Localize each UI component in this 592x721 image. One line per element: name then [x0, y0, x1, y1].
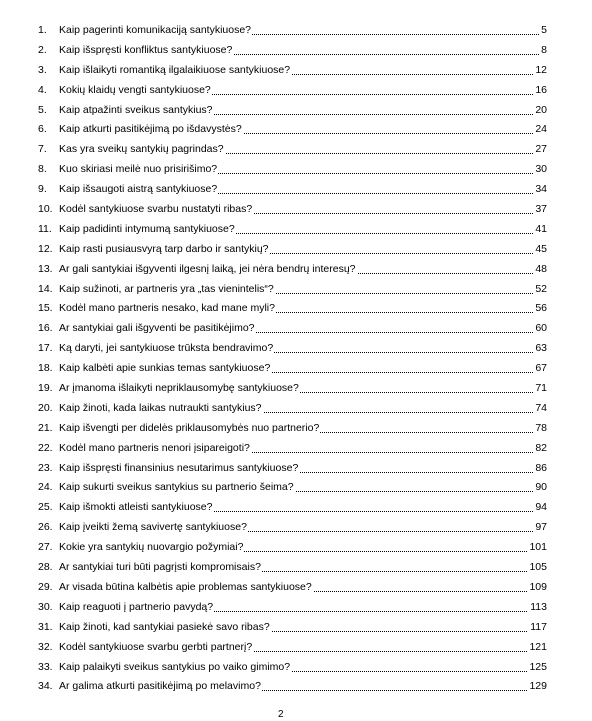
toc-entry-number: 29.: [38, 580, 53, 593]
toc-entry-number: 27.: [38, 541, 53, 554]
toc-entry-page: 71: [533, 379, 547, 399]
toc-entry: [0, 101, 592, 121]
toc-entry-title: Kodėl mano partneris nesako, kad mane myli?: [59, 299, 276, 319]
toc-entry-title: Ką daryti, jei santykiuose trūksta bendravimo?: [59, 339, 274, 359]
toc-entry-title: Kaip išvengti per didelės priklausomybės nuo partnerio?: [59, 419, 320, 439]
toc-entry-number: 15.: [38, 302, 53, 315]
toc-entry-page: 34: [533, 180, 547, 200]
toc-entry-page: 74: [533, 399, 547, 419]
toc-entry-number: 9.: [38, 183, 47, 196]
toc-entry-number: 32.: [38, 640, 53, 653]
toc-entry-title: Kaip sužinoti, ar partneris yra „tas vienintelis“?: [59, 280, 275, 300]
toc-entry-page: 8: [539, 41, 547, 61]
toc-entry-number: 30.: [38, 600, 53, 613]
toc-entry-page: 60: [533, 319, 547, 339]
toc-entry-title: Kaip sukurti sveikus santykius su partnerio šeima?: [59, 478, 295, 498]
toc-entry-number: 7.: [38, 143, 47, 156]
toc-entry: [0, 61, 592, 81]
toc-entry-title: Kaip palaikyti sveikus santykius po vaiko gimimo?: [59, 658, 291, 678]
toc-entry-number: 21.: [38, 421, 53, 434]
toc-entry-page: 52: [533, 280, 547, 300]
toc-entry: [0, 538, 592, 558]
toc-entry-number: 3.: [38, 63, 47, 76]
toc-entry-number: 20.: [38, 401, 53, 414]
toc-entry-title: Kaip išsaugoti aistrą santykiuose?: [59, 180, 218, 200]
toc-entry-title: Ar santykiai gali išgyventi be pasitikėjimo?: [59, 319, 256, 339]
table-of-contents: [0, 21, 592, 697]
toc-entry-title: Ar įmanoma išlaikyti nepriklausomybę santykiuose?: [59, 379, 300, 399]
toc-entry-number: 24.: [38, 481, 53, 494]
toc-entry-title: Kokių klaidų vengti santykiuose?: [59, 81, 212, 101]
toc-entry-title: Kaip išmokti atleisti santykiuose?: [59, 498, 214, 518]
toc-entry-title: Kodėl santykiuose svarbu nustatyti ribas?: [59, 200, 253, 220]
toc-entry: [0, 41, 592, 61]
toc-entry-number: 23.: [38, 461, 53, 474]
toc-entry: [0, 140, 592, 160]
toc-entry-number: 12.: [38, 242, 53, 255]
toc-entry-page: 24: [533, 120, 547, 140]
toc-entry: [0, 459, 592, 479]
toc-entry-page: 105: [527, 558, 547, 578]
toc-entry-page: 56: [533, 299, 547, 319]
toc-entry-page: 12: [533, 61, 547, 81]
toc-entry-number: 8.: [38, 163, 47, 176]
toc-entry-number: 5.: [38, 103, 47, 116]
toc-entry: [0, 260, 592, 280]
toc-entry: [0, 439, 592, 459]
toc-entry-page: 97: [533, 518, 547, 538]
toc-entry: [0, 299, 592, 319]
toc-entry-number: 28.: [38, 561, 53, 574]
toc-entry-number: 4.: [38, 83, 47, 96]
toc-entry-title: Kaip atkurti pasitikėjimą po išdavystės?: [59, 120, 243, 140]
toc-entry-page: 90: [533, 478, 547, 498]
toc-entry-page: 78: [533, 419, 547, 439]
toc-entry-title: Kaip pagerinti komunikaciją santykiuose?: [59, 21, 252, 41]
toc-entry-number: 33.: [38, 660, 53, 673]
toc-entry: [0, 81, 592, 101]
toc-entry-title: Kaip kalbėti apie sunkias temas santykiuose?: [59, 359, 271, 379]
toc-entry: [0, 498, 592, 518]
toc-entry-title: Ar gali santykiai išgyventi ilgesnį laiką, jei nėra bendrų interesų?: [59, 260, 357, 280]
toc-entry-title: Kaip padidinti intymumą santykiuose?: [59, 220, 236, 240]
toc-entry-title: Ar visada būtina kalbėtis apie problemas santykiuose?: [59, 578, 313, 598]
toc-entry: [0, 240, 592, 260]
toc-entry-title: Kaip išspręsti konfliktus santykiuose?: [59, 41, 233, 61]
toc-entry-page: 41: [533, 220, 547, 240]
toc-entry-page: 129: [527, 677, 547, 697]
toc-entry-title: Kaip žinoti, kada laikas nutraukti santykius?: [59, 399, 263, 419]
toc-entry-number: 19.: [38, 382, 53, 395]
toc-entry-title: Kas yra sveikų santykių pagrindas?: [59, 140, 225, 160]
toc-entry-page: 37: [533, 200, 547, 220]
toc-entry: [0, 220, 592, 240]
toc-entry-number: 11.: [38, 222, 52, 235]
toc-entry: [0, 578, 592, 598]
toc-entry-number: 26.: [38, 521, 53, 534]
toc-entry-page: 45: [533, 240, 547, 260]
toc-entry-title: Ar santykiai turi būti pagrįsti kompromisais?: [59, 558, 262, 578]
toc-entry: [0, 180, 592, 200]
toc-entry: [0, 558, 592, 578]
toc-entry-page: 16: [533, 81, 547, 101]
toc-entry-title: Kuo skiriasi meilė nuo prisirišimo?: [59, 160, 218, 180]
toc-entry: [0, 399, 592, 419]
toc-entry: [0, 379, 592, 399]
toc-entry-page: 5: [539, 21, 547, 41]
toc-entry: [0, 21, 592, 41]
toc-entry-page: 67: [533, 359, 547, 379]
toc-entry-title: Kodėl santykiuose svarbu gerbti partnerį?: [59, 638, 253, 658]
toc-entry-title: Kaip rasti pusiausvyrą tarp darbo ir santykių?: [59, 240, 270, 260]
toc-entry-number: 14.: [38, 282, 53, 295]
toc-entry-number: 18.: [38, 362, 53, 375]
toc-entry: [0, 319, 592, 339]
toc-entry: [0, 120, 592, 140]
toc-entry-page: 125: [527, 658, 547, 678]
toc-entry-number: 22.: [38, 441, 53, 454]
toc-entry: [0, 160, 592, 180]
toc-entry-title: Kaip reaguoti į partnerio pavydą?: [59, 598, 214, 618]
toc-entry: [0, 419, 592, 439]
toc-entry: [0, 618, 592, 638]
toc-entry-number: 16.: [38, 322, 53, 335]
toc-entry-page: 48: [533, 260, 547, 280]
toc-entry: [0, 677, 592, 697]
toc-entry-page: 20: [533, 101, 547, 121]
toc-entry: [0, 339, 592, 359]
toc-entry-title: Kaip atpažinti sveikus santykius?: [59, 101, 214, 121]
toc-entry-number: 17.: [38, 342, 53, 355]
toc-entry: [0, 200, 592, 220]
toc-entry-number: 13.: [38, 262, 53, 275]
toc-entry-page: 121: [527, 638, 547, 658]
toc-entry: [0, 658, 592, 678]
toc-entry-number: 1.: [38, 24, 47, 36]
toc-entry-number: 25.: [38, 501, 53, 514]
toc-entry-page: 63: [533, 339, 547, 359]
toc-entry-page: 30: [533, 160, 547, 180]
toc-entry-page: 86: [533, 459, 547, 479]
toc-entry-page: 101: [527, 538, 547, 558]
toc-entry-number: 10.: [38, 203, 53, 216]
toc-entry-page: 94: [533, 498, 547, 518]
toc-entry: [0, 598, 592, 618]
toc-entry-page: 117: [528, 618, 547, 638]
toc-entry-number: 6.: [38, 123, 47, 136]
toc-entry: [0, 280, 592, 300]
page-number: 2: [278, 709, 284, 720]
toc-entry-title: Kokie yra santykių nuovargio požymiai?: [59, 538, 244, 558]
toc-entry-page: 109: [527, 578, 547, 598]
toc-entry: [0, 638, 592, 658]
toc-entry-page: 82: [533, 439, 547, 459]
toc-entry-number: 31.: [38, 620, 53, 633]
toc-entry-title: Kaip išlaikyti romantiką ilgalaikiuose santykiuose?: [59, 61, 291, 81]
toc-entry: [0, 478, 592, 498]
toc-entry-title: Ar galima atkurti pasitikėjimą po melavimo?: [59, 677, 262, 697]
toc-entry-page: 113: [528, 598, 547, 618]
toc-entry-title: Kaip žinoti, kad santykiai pasiekė savo ribas?: [59, 618, 271, 638]
toc-entry-title: Kodėl mano partneris nenori įsipareigoti?: [59, 439, 251, 459]
toc-entry-number: 2.: [38, 43, 47, 56]
toc-entry-title: Kaip išspręsti finansinius nesutarimus santykiuose?: [59, 459, 299, 479]
toc-entry-number: 34.: [38, 680, 53, 693]
toc-entry: [0, 518, 592, 538]
toc-entry-page: 27: [533, 140, 547, 160]
toc-entry-title: Kaip įveikti žemą savivertę santykiuose?: [59, 518, 248, 538]
toc-entry: [0, 359, 592, 379]
